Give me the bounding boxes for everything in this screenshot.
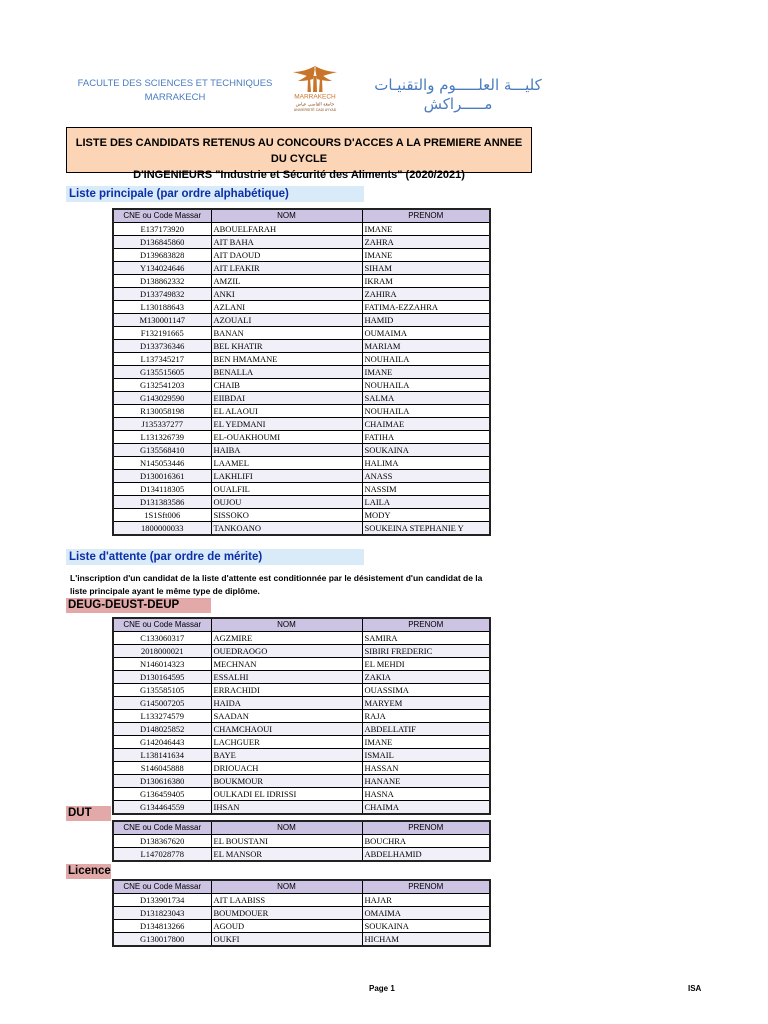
nom-cell: CHAMCHAOUI [211,723,362,736]
cne-cell: M130001147 [113,314,211,327]
cne-cell: D134118305 [113,483,211,496]
table-row [113,457,490,470]
nom-cell: HAIDA [211,697,362,710]
nom-cell: AIT LAABISS [211,894,362,907]
cne-cell: 1S1Sft006 [113,509,211,522]
column-header: PRENOM [362,618,490,632]
table-row [113,340,490,353]
nom-cell: BENALLA [211,366,362,379]
prenom-cell: FATIHA [362,431,490,444]
cne-cell: R130058198 [113,405,211,418]
table-row [113,671,490,684]
column-header: NOM [211,821,362,835]
cne-cell: D130016361 [113,470,211,483]
prenom-cell: HAJAR [362,894,490,907]
cne-cell: D131383586 [113,496,211,509]
table-row [113,314,490,327]
table-row [113,392,490,405]
cne-cell: G142046443 [113,736,211,749]
nom-cell: ABOUELFARAH [211,223,362,236]
footer-label: ISA [688,984,702,993]
cne-cell: S146045888 [113,762,211,775]
prenom-cell: ZAKIA [362,671,490,684]
cne-cell: L137345217 [113,353,211,366]
table-row [113,249,490,262]
nom-cell: BOUKMOUR [211,775,362,788]
table-row [113,933,490,947]
prenom-cell: LAILA [362,496,490,509]
nom-cell: ERRACHIDI [211,684,362,697]
nom-cell: AIT DAOUD [211,249,362,262]
cne-cell: G136459405 [113,788,211,801]
table-row [113,379,490,392]
nom-cell: IHSAN [211,801,362,815]
nom-cell: AMZIL [211,275,362,288]
nom-cell: LAAMEL [211,457,362,470]
table-row [113,697,490,710]
table-header-row [113,618,490,632]
cne-cell: L138141634 [113,749,211,762]
prenom-cell: IMANE [362,249,490,262]
cne-cell: D138367620 [113,835,211,848]
prenom-cell: RAJA [362,710,490,723]
dut-table [112,820,491,862]
prenom-cell: ISMAIL [362,749,490,762]
svg-text:جامعة القاضي عياض: جامعة القاضي عياض [295,102,335,108]
prenom-cell: NOUHAILA [362,353,490,366]
table-header-row [113,821,490,835]
prenom-cell: ZAHIRA [362,288,490,301]
prenom-cell: IMANE [362,366,490,379]
prenom-cell: BOUCHRA [362,835,490,848]
nom-cell: AGZMIRE [211,632,362,645]
table-row [113,907,490,920]
deug-table [112,617,491,815]
table-row [113,920,490,933]
palm-logo-icon [284,62,346,114]
column-header: NOM [211,880,362,894]
prenom-cell: MODY [362,509,490,522]
table-row [113,788,490,801]
table-row [113,848,490,862]
nom-cell: CHAIB [211,379,362,392]
nom-cell: AGOUD [211,920,362,933]
nom-cell: BANAN [211,327,362,340]
prenom-cell: HAMID [362,314,490,327]
cne-cell: D134813266 [113,920,211,933]
cne-cell: G134464559 [113,801,211,815]
cne-cell: N146014323 [113,658,211,671]
cne-cell: Y134024646 [113,262,211,275]
table-header-row [113,209,490,223]
nom-cell: SISSOKO [211,509,362,522]
nom-cell: ESSALHI [211,671,362,684]
cne-cell: E137173920 [113,223,211,236]
table-row [113,366,490,379]
prenom-cell: HICHAM [362,933,490,947]
table-row [113,684,490,697]
table-row [113,405,490,418]
prenom-cell: SAMIRA [362,632,490,645]
table-row [113,835,490,848]
cne-cell: D136845860 [113,236,211,249]
column-header: PRENOM [362,821,490,835]
cne-cell: C133060317 [113,632,211,645]
waiting-list-note [70,572,500,598]
table-row [113,470,490,483]
nom-cell: HAIBA [211,444,362,457]
faculty-name-ar [368,76,548,114]
table-row [113,658,490,671]
prenom-cell: OUASSIMA [362,684,490,697]
table-row [113,418,490,431]
cne-cell: 1800000033 [113,522,211,536]
table-row [113,353,490,366]
prenom-cell: HALIMA [362,457,490,470]
cne-cell: D130164595 [113,671,211,684]
cne-cell: G135515605 [113,366,211,379]
cne-cell: D133901734 [113,894,211,907]
table-row [113,749,490,762]
table-row [113,275,490,288]
cne-cell: D148025852 [113,723,211,736]
prenom-cell: MARYEM [362,697,490,710]
category-deug: DEUG-DEUST-DEUP [66,598,211,613]
nom-cell: AZOUALI [211,314,362,327]
table-row [113,262,490,275]
document-title [66,127,532,181]
cne-cell: G132541203 [113,379,211,392]
column-header: NOM [211,209,362,223]
prenom-cell: HASSAN [362,762,490,775]
prenom-cell: SOUKEINA STEPHANIE Y [362,522,490,536]
nom-cell: EL MANSOR [211,848,362,862]
nom-cell: EL-OUAKHOUMI [211,431,362,444]
cne-cell: L147028778 [113,848,211,862]
nom-cell: DRIOUACH [211,762,362,775]
cne-cell: D138862332 [113,275,211,288]
page-number: Page 1 [369,984,395,993]
faculty-name-fr-line1: FACULTE DES SCIENCES ET TECHNIQUES [77,78,273,89]
nom-cell: AIT BAHA [211,236,362,249]
column-header: PRENOM [362,209,490,223]
nom-cell: OUKFI [211,933,362,947]
column-header: CNE ou Code Massar [113,618,211,632]
waiting-note-line1: L'inscription d'un candidat de la liste d'attente est conditionnée par le désistement d'un candidat de la [70,573,483,583]
table-row [113,288,490,301]
prenom-cell: CHAIMAE [362,418,490,431]
prenom-cell: CHAIMA [362,801,490,815]
prenom-cell: SOUKAINA [362,444,490,457]
prenom-cell: NOUHAILA [362,405,490,418]
cne-cell: D139683828 [113,249,211,262]
nom-cell: TANKOANO [211,522,362,536]
cne-cell: F132191665 [113,327,211,340]
document-title-line1: LISTE DES CANDIDATS RETENUS AU CONCOURS D'ACCES A LA PREMIERE ANNEE DU CYCLE [75,137,523,165]
main-list-heading: Liste principale (par ordre alphabétique) [66,186,364,202]
prenom-cell: SOUKAINA [362,920,490,933]
table-row [113,327,490,340]
category-dut: DUT [66,806,111,821]
faculty-name-fr-line2: MARRAKECH [144,92,206,103]
nom-cell: EL ALAOUI [211,405,362,418]
document-title-line2: D'INGENIEURS "Industrie et Sécurité des Aliments" (2020/2021) [133,169,465,181]
cne-cell: D130616380 [113,775,211,788]
cne-cell: L131326739 [113,431,211,444]
prenom-cell: EL MEHDI [362,658,490,671]
cne-cell: N145053446 [113,457,211,470]
nom-cell: BOUMDOUER [211,907,362,920]
licence-table [112,879,491,947]
faculty-name-ar-line1: كليـــة العلـــــوم والتقنيـات [374,76,542,94]
prenom-cell: OUMAIMA [362,327,490,340]
table-row [113,645,490,658]
nom-cell: EL YEDMANI [211,418,362,431]
table-row [113,496,490,509]
prenom-cell: NASSIM [362,483,490,496]
nom-cell: AIT LFAKIR [211,262,362,275]
nom-cell: AZLANI [211,301,362,314]
category-licence: Licence [68,865,111,877]
cne-cell: G143029590 [113,392,211,405]
prenom-cell: SALMA [362,392,490,405]
column-header: CNE ou Code Massar [113,880,211,894]
column-header: PRENOM [362,880,490,894]
nom-cell: LACHGUER [211,736,362,749]
column-header: CNE ou Code Massar [113,209,211,223]
nom-cell: OUEDRAOGO [211,645,362,658]
cne-cell: D133749832 [113,288,211,301]
table-row [113,444,490,457]
cne-cell: L133274579 [113,710,211,723]
prenom-cell: ABDELHAMID [362,848,490,862]
table-row [113,522,490,536]
cne-cell: D133736346 [113,340,211,353]
prenom-cell: ABDELLATIF [362,723,490,736]
prenom-cell: HASNA [362,788,490,801]
prenom-cell: SIHAM [362,262,490,275]
cne-cell: 2018000021 [113,645,211,658]
table-row [113,762,490,775]
cne-cell: J135337277 [113,418,211,431]
column-header: CNE ou Code Massar [113,821,211,835]
table-row [113,301,490,314]
cne-cell: G135568410 [113,444,211,457]
nom-cell: ANKI [211,288,362,301]
waiting-list-heading: Liste d'attente (par ordre de mérite) [66,549,364,565]
table-row [113,894,490,907]
nom-cell: BEN HMAMANE [211,353,362,366]
nom-cell: BAYE [211,749,362,762]
nom-cell: EIIBDAI [211,392,362,405]
nom-cell: OUJOU [211,496,362,509]
cne-cell: G145007205 [113,697,211,710]
table-row [113,775,490,788]
table-row [113,223,490,236]
svg-text:UNIVERSITÉ CADI AYYAD: UNIVERSITÉ CADI AYYAD [293,108,337,112]
faculty-name-ar-line2: مـــــراكش [423,95,493,113]
nom-cell: LAKHLIFI [211,470,362,483]
table-row [113,509,490,522]
table-row [113,710,490,723]
main-list-table [112,208,491,536]
svg-text:MARRAKECH: MARRAKECH [294,93,336,101]
prenom-cell: ANASS [362,470,490,483]
cne-cell: L130188643 [113,301,211,314]
table-header-row [113,880,490,894]
table-row [113,723,490,736]
prenom-cell: FATIMA-EZZAHRA [362,301,490,314]
prenom-cell: IMANE [362,736,490,749]
cne-cell: G135585105 [113,684,211,697]
prenom-cell: IMANE [362,223,490,236]
prenom-cell: NOUHAILA [362,379,490,392]
table-row [113,632,490,645]
nom-cell: MECHNAN [211,658,362,671]
prenom-cell: ZAHRA [362,236,490,249]
prenom-cell: MARIAM [362,340,490,353]
university-logo [284,62,346,114]
nom-cell: EL BOUSTANI [211,835,362,848]
cne-cell: G130017800 [113,933,211,947]
nom-cell: OUALFIL [211,483,362,496]
waiting-note-line2: liste principale ayant le même type de diplôme. [70,586,260,596]
column-header: NOM [211,618,362,632]
cne-cell: D131823043 [113,907,211,920]
nom-cell: BEL KHATIR [211,340,362,353]
prenom-cell: OMAIMA [362,907,490,920]
table-row [113,483,490,496]
faculty-name-fr [70,77,280,105]
table-row [113,801,490,815]
prenom-cell: SIBIRI FREDERIC [362,645,490,658]
prenom-cell: HANANE [362,775,490,788]
table-row [113,431,490,444]
table-row [113,736,490,749]
nom-cell: OULKADI EL IDRISSI [211,788,362,801]
prenom-cell: IKRAM [362,275,490,288]
table-row [113,236,490,249]
nom-cell: SAADAN [211,710,362,723]
